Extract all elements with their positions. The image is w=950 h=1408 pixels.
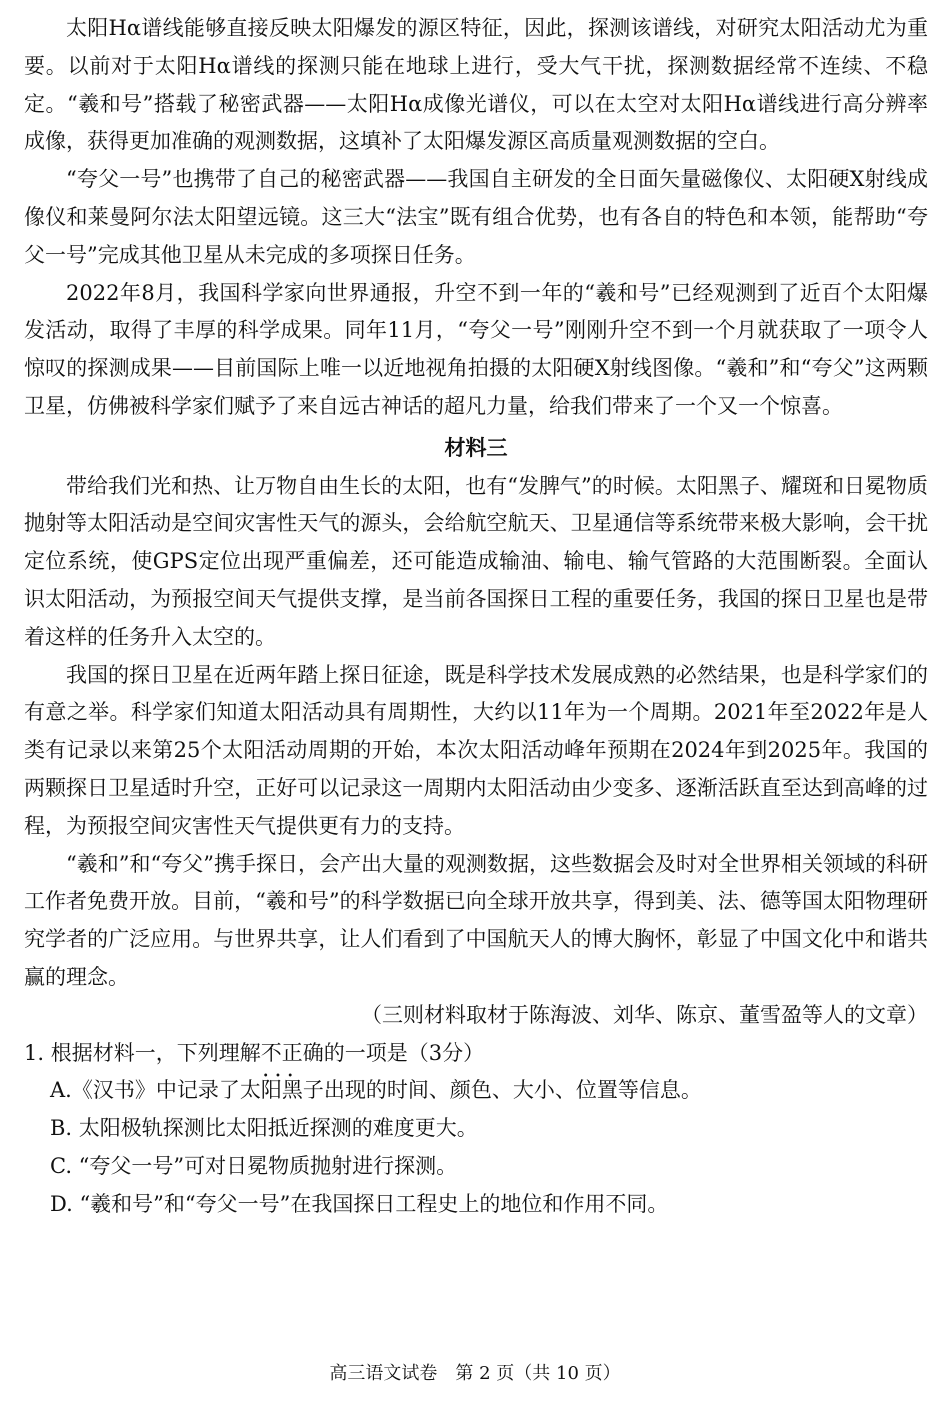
question-stem-after: 的一项是（3分） [323,1040,485,1065]
document-page [24,10,928,1224]
paragraph-solar-cycle: 我国的探日卫星在近两年踏上探日征途，既是科学技术发展成熟的必然结果，也是科学家们的有意之举。科学家们知道太阳活动具有周期性，大约以11年为一个周期。2021年至2022年是人类有记录以来第25个太阳活动周期的开始，本次太阳活动峰年预期在2024年到2025年。我国的两颗探日卫星适时升空，正好可以记录这一周期内太阳活动由少变多、逐渐活跃直至达到高峰的过程，为预报空间灾害性天气提供更有力的支持。 [24,662,928,838]
section-title-material3: 材料三 [444,435,508,460]
option-b: B. 太阳极轨探测比太阳抵近探测的难度更大。 [50,1116,478,1141]
question-1-stem [24,1035,928,1073]
source-note: （三则材料取材于陈海波、刘华、陈京、董雪盈等人的文章） [361,1002,928,1027]
question-stem-before: 1. 根据材料一，下列理解 [24,1040,261,1065]
paragraph-data-sharing: “羲和”和“夸父”携手探日，会产出大量的观测数据，这些数据会及时对全世界相关领域的科研工作者免费开放。目前，“羲和号”的科学数据已向全球开放共享，得到美、法、德等国太阳物理研究学者的广泛应用。与世界共享，让人们看到了中国航天人的博大胸怀，彰显了中国文化中和谐共赢的理念。 [24,851,928,989]
option-a: A.《汉书》中记录了太阳黑子出现的时间、颜色、大小、位置等信息。 [50,1078,702,1103]
option-d: D. “羲和号”和“夸父一号”在我国探日工程史上的地位和作用不同。 [50,1191,669,1216]
question-stem-emphasis: 不正确 • • • [261,1041,324,1065]
paragraph-solar-activity: 带给我们光和热、让万物自由生长的太阳，也有“发脾气”的时候。太阳黑子、耀斑和日冕物质抛射等太阳活动是空间灾害性天气的源头，会给航空航天、卫星通信等系统带来极大影响，会干扰定位系统，使GPS定位出现严重偏差，还可能造成输油、输电、输气管路的大范围断裂。全面认识太阳活动，为预报空间天气提供支撑，是当前各国探日工程的重要任务，我国的探日卫星也是带着这样的任务升入太空的。 [24,473,928,649]
question-1-options [24,1072,928,1223]
paragraph-kuafu-instruments: “夸父一号”也携带了自己的秘密武器——我国自主研发的全日面矢量磁像仪、太阳硬X射线成像仪和莱曼阿尔法太阳望远镜。这三大“法宝”既有组合优势，也有各自的特色和本领，能帮助“夸父一号”完成其他卫星从未完成的多项探日任务。 [24,167,928,267]
option-c: C. “夸父一号”可对日冕物质抛射进行探测。 [50,1153,458,1178]
paragraph-halpha: 太阳Hα谱线能够直接反映太阳爆发的源区特征，因此，探测该谱线，对研究太阳活动尤为重要。以前对于太阳Hα谱线的探测只能在地球上进行，受大气干扰，探测数据经常不连续、不稳定。“羲和号”搭载了秘密武器——太阳Hα成像光谱仪，可以在太空对太阳Hα谱线进行高分辨率成像，获得更加准确的观测数据，这填补了太阳爆发源区高质量观测数据的空白。 [24,16,928,154]
page-footer: 高三语文试卷 第 2 页（共 10 页） [329,1363,621,1384]
paragraph-achievements: 2022年8月，我国科学家向世界通报，升空不到一年的“羲和号”已经观测到了近百个太阳爆发活动，取得了丰厚的科学成果。同年11月，“夸父一号”刚刚升空不到一个月就获取了一项令人惊叹的探测成果——目前国际上唯一以近地视角拍摄的太阳硬X射线图像。“羲和”和“夸父”这两颗卫星，仿佛被科学家们赋予了来自远古神话的超凡力量，给我们带来了一个又一个惊喜。 [24,280,928,418]
